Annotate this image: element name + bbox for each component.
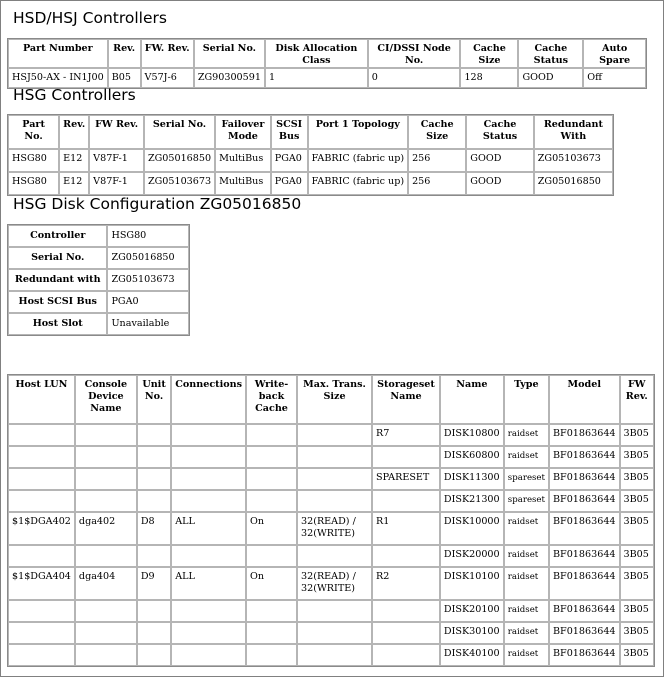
table-cell (137, 490, 171, 512)
table-cell: 128 (460, 68, 518, 88)
table-cell: ZG05103673 (144, 172, 215, 195)
table-cell: raidset (504, 644, 549, 666)
table-cell (137, 424, 171, 446)
table-cell (75, 600, 137, 622)
table-cell: MultiBus (215, 149, 271, 172)
table-cell (372, 545, 440, 567)
table-cell: raidset (504, 622, 549, 644)
column-header: Serial No. (144, 115, 215, 149)
column-header: Connections (171, 375, 246, 424)
property-row (8, 225, 189, 247)
property-label: Serial No. (8, 247, 107, 269)
column-header: Cache Size (460, 39, 518, 68)
table-cell: 3B05 (620, 424, 654, 446)
table-cell: R2 (372, 567, 440, 600)
column-header: Host LUN (8, 375, 75, 424)
table-cell: 0 (368, 68, 461, 88)
table-cell (297, 490, 372, 512)
table-cell (171, 644, 246, 666)
table-cell: DISK11300 (440, 468, 504, 490)
table-cell (137, 545, 171, 567)
column-header: Disk Allocation Class (265, 39, 368, 68)
table-cell: GOOD (466, 149, 533, 172)
column-header: Port 1 Topology (308, 115, 409, 149)
table-row (8, 149, 613, 172)
property-value: ZG05016850 (107, 247, 189, 269)
property-label: Host Slot (8, 313, 107, 335)
table-cell (75, 622, 137, 644)
property-value: ZG05103673 (107, 269, 189, 291)
column-header: Failover Mode (215, 115, 271, 149)
column-header: Part No. (8, 115, 59, 149)
column-header: Redundant With (534, 115, 613, 149)
header-row (8, 39, 646, 68)
table-cell: BF01863644 (549, 424, 620, 446)
column-header: Rev. (108, 39, 141, 68)
hsg-controllers-table (7, 114, 614, 196)
table-cell: ALL (171, 512, 246, 545)
table-cell: 3B05 (620, 446, 654, 468)
table-row (8, 490, 654, 512)
column-header: Console Device Name (75, 375, 137, 424)
column-header: Cache Size (408, 115, 466, 149)
table-cell (137, 622, 171, 644)
table-cell: 256 (408, 149, 466, 172)
table-cell: HSG80 (8, 149, 59, 172)
table-cell (75, 446, 137, 468)
property-label: Host SCSI Bus (8, 291, 107, 313)
table-cell (171, 600, 246, 622)
table-cell: 256 (408, 172, 466, 195)
property-value: Unavailable (107, 313, 189, 335)
table-cell: D9 (137, 567, 171, 600)
table-cell: dga402 (75, 512, 137, 545)
column-header: Name (440, 375, 504, 424)
table-cell: ZG05103673 (534, 149, 613, 172)
table-cell: raidset (504, 545, 549, 567)
table-row (8, 172, 613, 195)
table-cell: BF01863644 (549, 512, 620, 545)
table-cell: raidset (504, 567, 549, 600)
column-header: CI/DSSI Node No. (368, 39, 461, 68)
property-value: PGA0 (107, 291, 189, 313)
table-cell: $1$DGA402 (8, 512, 75, 545)
table-cell (297, 644, 372, 666)
table-cell (246, 446, 297, 468)
table-cell: BF01863644 (549, 446, 620, 468)
table-cell: DISK40100 (440, 644, 504, 666)
table-cell: V87F-1 (89, 149, 144, 172)
column-header: Auto Spare (583, 39, 646, 68)
table-cell: BF01863644 (549, 567, 620, 600)
table-cell (75, 490, 137, 512)
table-cell: DISK60800 (440, 446, 504, 468)
table-cell: raidset (504, 512, 549, 545)
property-label: Controller (8, 225, 107, 247)
table-cell: spareset (504, 490, 549, 512)
table-cell (372, 490, 440, 512)
column-header: Model (549, 375, 620, 424)
table-cell (297, 424, 372, 446)
table-row (8, 644, 654, 666)
table-row (8, 468, 654, 490)
table-cell: DISK10800 (440, 424, 504, 446)
table-cell (246, 600, 297, 622)
table-cell: ALL (171, 567, 246, 600)
table-cell: raidset (504, 600, 549, 622)
table-cell: HSJ50-AX - IN1J00 (8, 68, 108, 88)
table-cell: HSG80 (8, 172, 59, 195)
table-cell (137, 446, 171, 468)
column-header: Type (504, 375, 549, 424)
column-header: SCSI Bus (271, 115, 308, 149)
column-header: Rev. (59, 115, 89, 149)
table-cell (75, 468, 137, 490)
table-cell: 1 (265, 68, 368, 88)
table-cell (137, 600, 171, 622)
table-cell (297, 545, 372, 567)
table-cell: ZG05016850 (534, 172, 613, 195)
table-cell (372, 600, 440, 622)
table-row (8, 512, 654, 545)
table-cell: SPARESET (372, 468, 440, 490)
column-header: Storageset Name (372, 375, 440, 424)
table-cell (372, 644, 440, 666)
table-cell: R7 (372, 424, 440, 446)
table-cell: R1 (372, 512, 440, 545)
table-cell (8, 600, 75, 622)
table-cell: On (246, 567, 297, 600)
table-cell (8, 468, 75, 490)
table-cell: B05 (108, 68, 141, 88)
table-cell (137, 644, 171, 666)
table-cell: dga404 (75, 567, 137, 600)
table-cell (297, 468, 372, 490)
table-cell: GOOD (518, 68, 583, 88)
table-cell: MultiBus (215, 172, 271, 195)
table-cell (246, 545, 297, 567)
table-cell (297, 622, 372, 644)
table-cell (75, 545, 137, 567)
table-cell: DISK21300 (440, 490, 504, 512)
column-header: Cache Status (466, 115, 533, 149)
property-row (8, 269, 189, 291)
column-header: FW Rev. (620, 375, 654, 424)
table-cell: V57J-6 (141, 68, 194, 88)
table-cell (171, 424, 246, 446)
table-cell (137, 468, 171, 490)
table-cell: 3B05 (620, 600, 654, 622)
table-cell (246, 424, 297, 446)
table-cell (372, 446, 440, 468)
table-cell: 32(READ) / 32(WRITE) (297, 512, 372, 545)
header-row (8, 115, 613, 149)
table-cell: 3B05 (620, 545, 654, 567)
table-cell: E12 (59, 172, 89, 195)
table-cell (8, 490, 75, 512)
table-cell: 3B05 (620, 644, 654, 666)
table-cell (171, 446, 246, 468)
table-cell: 32(READ) / 32(WRITE) (297, 567, 372, 600)
column-header: Serial No. (194, 39, 265, 68)
table-cell: 3B05 (620, 468, 654, 490)
table-cell: FABRIC (fabric up) (308, 149, 409, 172)
table-cell: D8 (137, 512, 171, 545)
table-cell: ZG05016850 (144, 149, 215, 172)
table-cell: raidset (504, 424, 549, 446)
column-header: Cache Status (518, 39, 583, 68)
table-cell: BF01863644 (549, 622, 620, 644)
table-cell: 3B05 (620, 512, 654, 545)
column-header: Max. Trans. Size (297, 375, 372, 424)
column-header: FW Rev. (89, 115, 144, 149)
table-cell: DISK20100 (440, 600, 504, 622)
table-cell: BF01863644 (549, 644, 620, 666)
table-cell: BF01863644 (549, 600, 620, 622)
table-row (8, 600, 654, 622)
table-cell (8, 622, 75, 644)
disk-config-properties-table (7, 224, 190, 336)
table-cell: Off (583, 68, 646, 88)
table-row (8, 545, 654, 567)
table-cell (8, 424, 75, 446)
table-row (8, 68, 646, 88)
table-cell (297, 600, 372, 622)
table-cell: BF01863644 (549, 545, 620, 567)
table-cell: GOOD (466, 172, 533, 195)
table-cell (75, 424, 137, 446)
table-cell: BF01863644 (549, 468, 620, 490)
column-header: FW. Rev. (141, 39, 194, 68)
table-cell: 3B05 (620, 490, 654, 512)
hsg-section-title: HSG Controllers (13, 86, 136, 104)
table-cell: On (246, 512, 297, 545)
column-header: Write-back Cache (246, 375, 297, 424)
table-cell: spareset (504, 468, 549, 490)
property-row (8, 291, 189, 313)
table-cell: $1$DGA404 (8, 567, 75, 600)
table-cell: 3B05 (620, 622, 654, 644)
table-cell (8, 644, 75, 666)
table-cell: raidset (504, 446, 549, 468)
table-cell (246, 468, 297, 490)
table-row (8, 446, 654, 468)
table-row (8, 567, 654, 600)
table-cell (8, 446, 75, 468)
hsd-controllers-table (7, 38, 647, 89)
table-cell (297, 446, 372, 468)
property-value: HSG80 (107, 225, 189, 247)
table-cell: V87F-1 (89, 172, 144, 195)
table-cell: ZG90300591 (194, 68, 265, 88)
table-row (8, 622, 654, 644)
column-header: Part Number (8, 39, 108, 68)
property-label: Redundant with (8, 269, 107, 291)
table-cell (246, 490, 297, 512)
hsd-section-title: HSD/HSJ Controllers (13, 9, 167, 27)
property-row (8, 313, 189, 335)
column-header: Unit No. (137, 375, 171, 424)
table-cell (171, 545, 246, 567)
host-lun-table (7, 374, 655, 667)
table-cell (75, 644, 137, 666)
header-row (8, 375, 654, 424)
table-cell: DISK10000 (440, 512, 504, 545)
table-cell: E12 (59, 149, 89, 172)
table-cell (246, 644, 297, 666)
table-cell: DISK30100 (440, 622, 504, 644)
table-cell: BF01863644 (549, 490, 620, 512)
table-cell: DISK10100 (440, 567, 504, 600)
table-cell (171, 622, 246, 644)
table-cell (171, 490, 246, 512)
table-cell: FABRIC (fabric up) (308, 172, 409, 195)
table-cell: DISK20000 (440, 545, 504, 567)
table-cell (171, 468, 246, 490)
property-row (8, 247, 189, 269)
table-cell: 3B05 (620, 567, 654, 600)
table-cell: PGA0 (271, 149, 308, 172)
table-cell: PGA0 (271, 172, 308, 195)
disk-config-section-title: HSG Disk Configuration ZG05016850 (13, 195, 302, 213)
table-row (8, 424, 654, 446)
table-cell (372, 622, 440, 644)
table-cell (246, 622, 297, 644)
table-cell (8, 545, 75, 567)
